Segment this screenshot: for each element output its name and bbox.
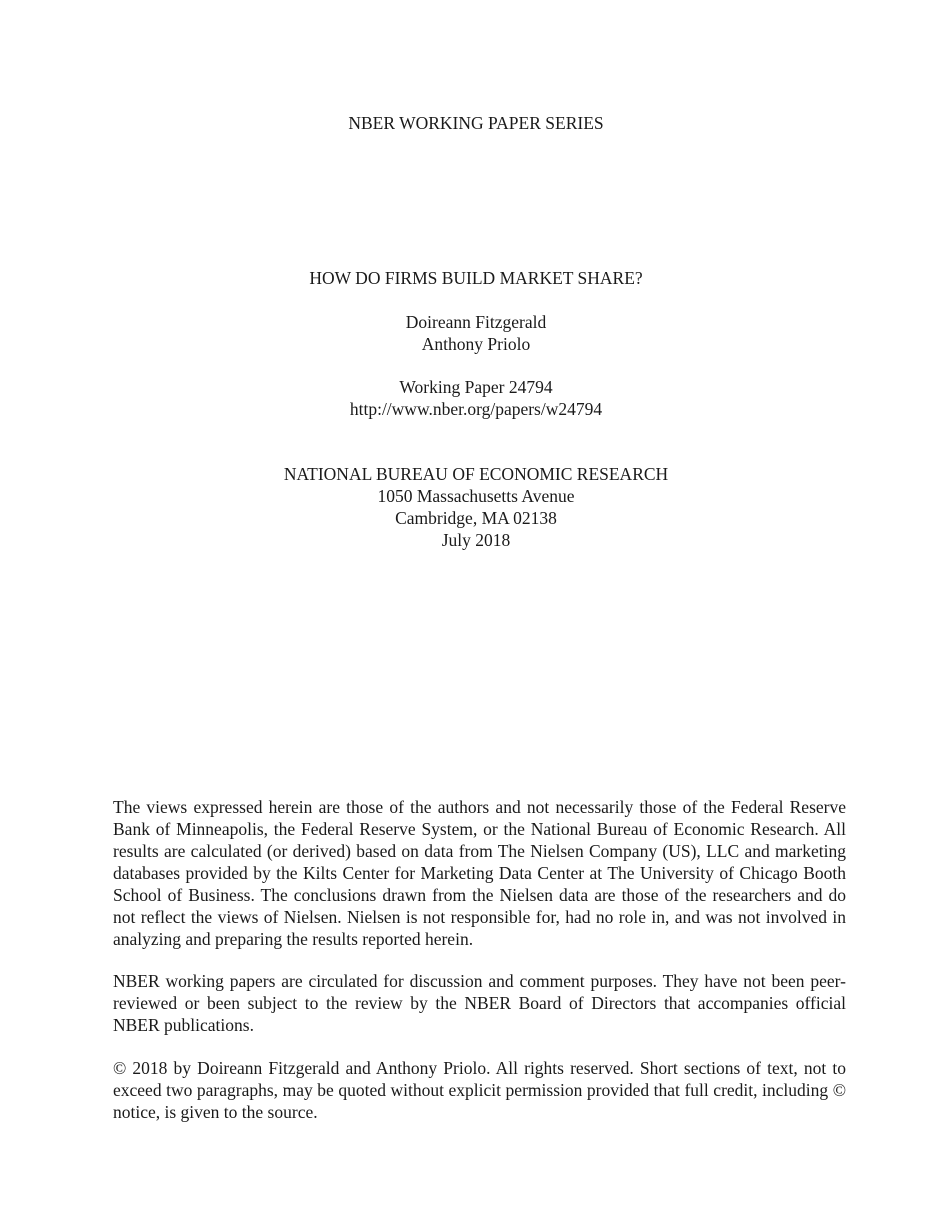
author-name: Anthony Priolo (421, 334, 531, 354)
author-name: Doireann Fitzgerald (405, 312, 547, 332)
publication-date: July 2018 (441, 530, 511, 550)
circulation-notice: NBER working papers are circulated for discussion and comment purposes. They have not been peer-reviewed or been subject to the review by the NBER Board of Directors that accompanies official NBER publications. (113, 971, 846, 1035)
paper-title: HOW DO FIRMS BUILD MARKET SHARE? (309, 268, 643, 288)
copyright-notice: © 2018 by Doireann Fitzgerald and Anthony Priolo. All rights reserved. Short sections of text, not to exceed two paragraphs, may be quoted without explicit permission provided that full credit, including © notice, is given to the source. (113, 1058, 846, 1122)
publisher-name: NATIONAL BUREAU OF ECONOMIC RESEARCH (283, 464, 669, 484)
working-paper-number: Working Paper 24794 (399, 377, 553, 397)
working-paper-info (0, 376, 952, 420)
views-disclaimer: The views expressed herein are those of the authors and not necessarily those of the Federal Reserve Bank of Minneapolis, the Federal Reserve System, or the National Bureau of Economic Research. All results are calculated (or derived) based on data from The Nielsen Company (US), LLC and marketing databases provided by the Kilts Center for Marketing Data Center at The University of Chicago Booth School of Business. The conclusions drawn from the Nielsen data are those of the researchers and do not reflect the views of Nielsen. Nielsen is not responsible for, had no role in, and was not involved in analyzing and preparing the results reported herein. (113, 797, 846, 949)
working-paper-url[interactable]: http://www.nber.org/papers/w24794 (349, 399, 603, 419)
publisher-street: 1050 Massachusetts Avenue (377, 486, 575, 506)
author-list (0, 311, 952, 355)
publisher-address (0, 463, 952, 551)
publisher-city: Cambridge, MA 02138 (395, 508, 557, 528)
series-heading: NBER WORKING PAPER SERIES (348, 113, 604, 133)
